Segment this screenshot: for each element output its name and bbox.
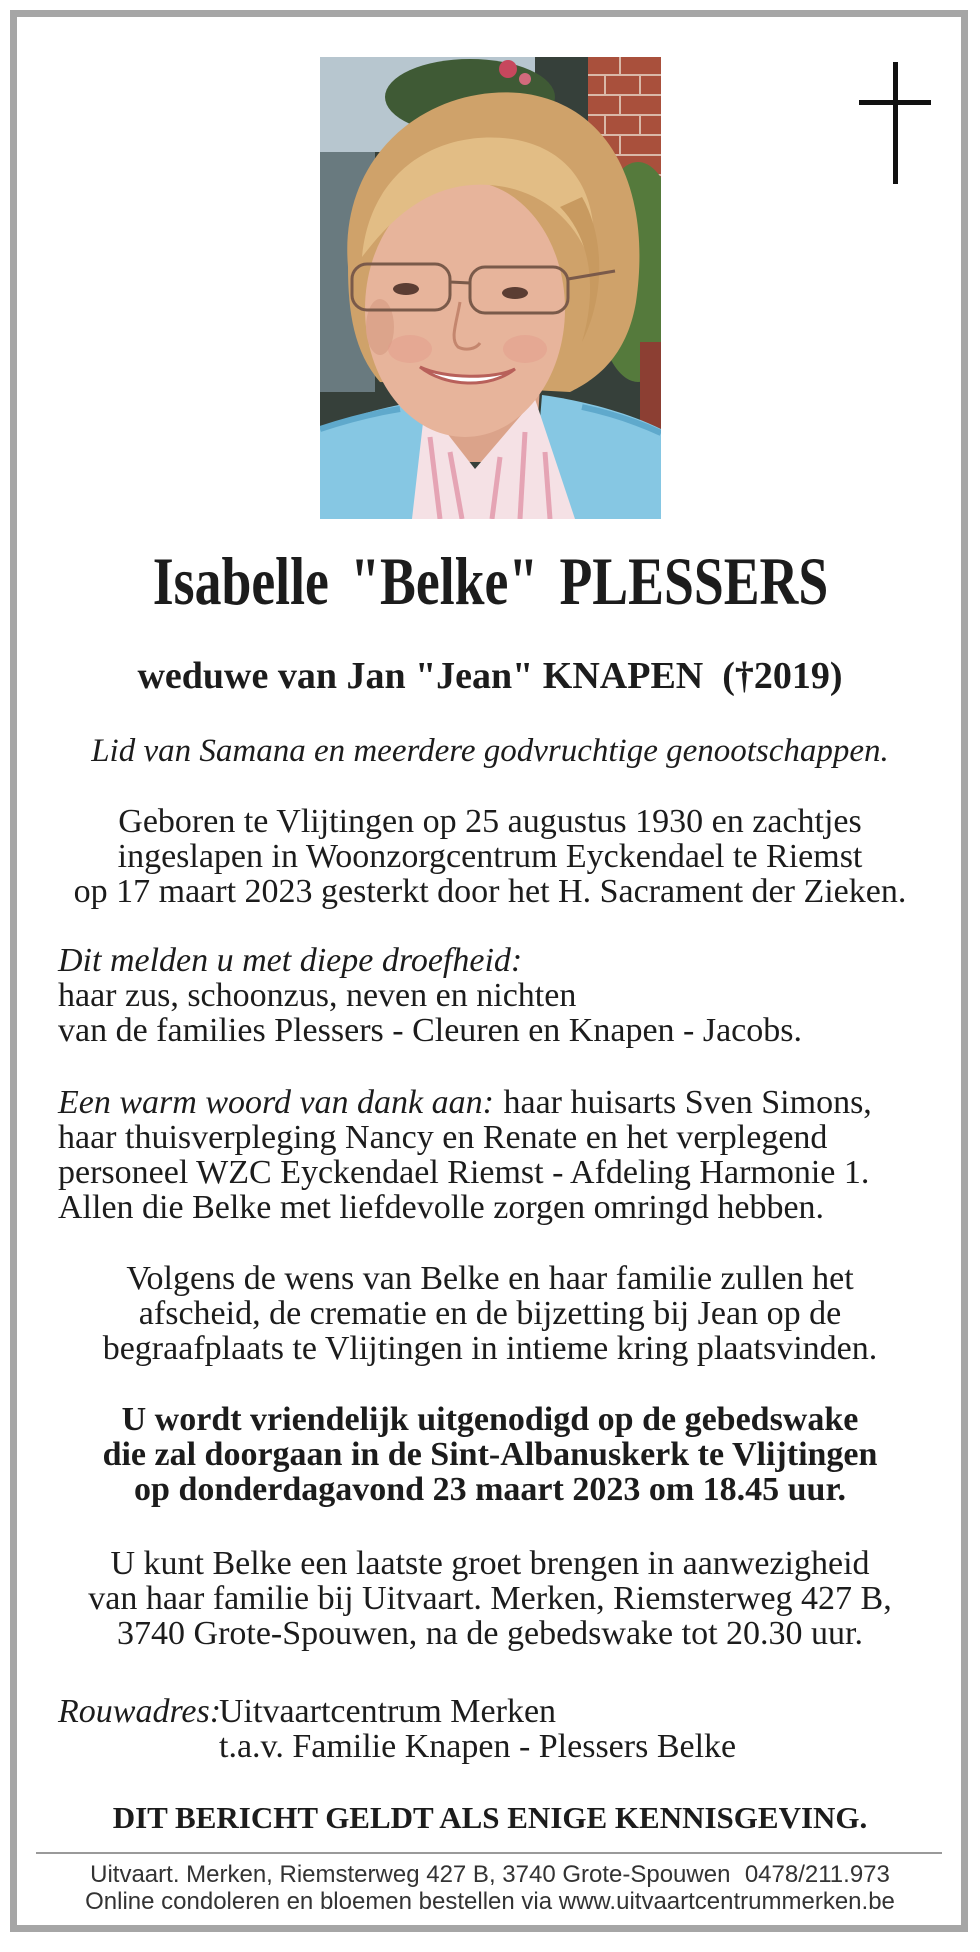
deceased-name: Isabelle "Belke" PLESSERS [152, 543, 828, 619]
text-line [58, 1085, 938, 1120]
mourning-address-line1: Uitvaartcentrum Merken [219, 1693, 557, 1730]
text-line: Allen die Belke met liefdevolle zorgen omringd hebben. [58, 1189, 825, 1226]
text-line: afscheid, de crematie en de bijzetting bij Jean op de [138, 1295, 842, 1332]
membership-line: Lid van Samana en meerdere godvruchtige genootschappen. [91, 733, 889, 769]
footer [40, 1861, 940, 1915]
cross-horizontal-bar [859, 100, 931, 105]
sole-notice-text: DIT BERICHT GELDT ALS ENIGE KENNISGEVING. [112, 1800, 868, 1835]
footer-divider [36, 1852, 942, 1854]
thanks-paragraph [58, 1085, 938, 1225]
text-line: van de families Plessers - Cleuren en Knapen - Jacobs. [58, 1012, 802, 1049]
text-line: 3740 Grote-Spouwen, na de gebedswake tot 20.30 uur. [117, 1615, 863, 1652]
deceased-name-block [40, 543, 940, 619]
ceremony-paragraph [40, 1261, 940, 1366]
spouse-block [40, 657, 940, 695]
portrait-image [320, 57, 661, 519]
mourning-address-label: Rouwadres: [58, 1693, 222, 1730]
text-line: van haar familie bij Uitvaart. Merken, Riemsterweg 427 B, [88, 1580, 892, 1617]
portrait-photo [320, 57, 661, 519]
mourning-address-row [58, 1694, 938, 1729]
mourning-address [58, 1694, 938, 1764]
mourning-address-row [58, 1729, 938, 1764]
announcement-paragraph [58, 943, 938, 1048]
text-line: op 17 maart 2023 gesterkt door het H. Sacrament der Zieken. [73, 873, 907, 910]
text-line: personeel WZC Eyckendael Riemst - Afdeling Harmonie 1. [58, 1154, 870, 1191]
text-line: haar zus, schoonzus, neven en nichten [58, 977, 577, 1014]
text-line: ingeslapen in Woonzorgcentrum Eyckendael te Riemst [117, 838, 863, 875]
text-line: die zal doorgaan in de Sint-Albanuskerk te Vlijtingen [102, 1436, 878, 1473]
announcement-intro: Dit melden u met diepe droefheid: [58, 942, 523, 979]
thanks-first-rest: haar huisarts Sven Simons, [503, 1084, 872, 1121]
footer-online-line: Online condoleren en bloemen bestellen via www.uitvaartcentrummerken.be [85, 1888, 895, 1915]
text-line: U kunt Belke een laatste groet brengen in aanwezigheid [110, 1545, 870, 1582]
spouse-line: weduwe van Jan "Jean" KNAPEN (†2019) [137, 655, 843, 697]
text-line: U wordt vriendelijk uitgenodigd op de gebedswake [121, 1401, 859, 1438]
thanks-intro: Een warm woord van dank aan: [58, 1084, 494, 1121]
cross-vertical-bar [893, 62, 898, 184]
membership-block [40, 733, 940, 769]
footer-contact-line [40, 1861, 940, 1888]
visitation-paragraph [40, 1546, 940, 1651]
text-line: Geboren te Vlijtingen op 25 augustus 1930 en zachtjes [118, 803, 862, 840]
text-line: Volgens de wens van Belke en haar familie zullen het [126, 1260, 854, 1297]
footer-phone: 0478/211.973 [744, 1861, 890, 1888]
birth-death-paragraph [40, 804, 940, 909]
vigil-invitation-paragraph [40, 1402, 940, 1507]
mourning-address-line2: t.a.v. Familie Knapen - Plessers Belke [219, 1728, 737, 1765]
text-line: begraafplaats te Vlijtingen in intieme kring plaatsvinden. [102, 1330, 878, 1367]
notice-block [40, 1800, 940, 1836]
footer-address: Uitvaart. Merken, Riemsterweg 427 B, 3740 Grote-Spouwen [90, 1861, 731, 1888]
text-line: haar thuisverpleging Nancy en Renate en het verplegend [58, 1119, 828, 1156]
text-line: op donderdagavond 23 maart 2023 om 18.45 uur. [134, 1471, 846, 1508]
